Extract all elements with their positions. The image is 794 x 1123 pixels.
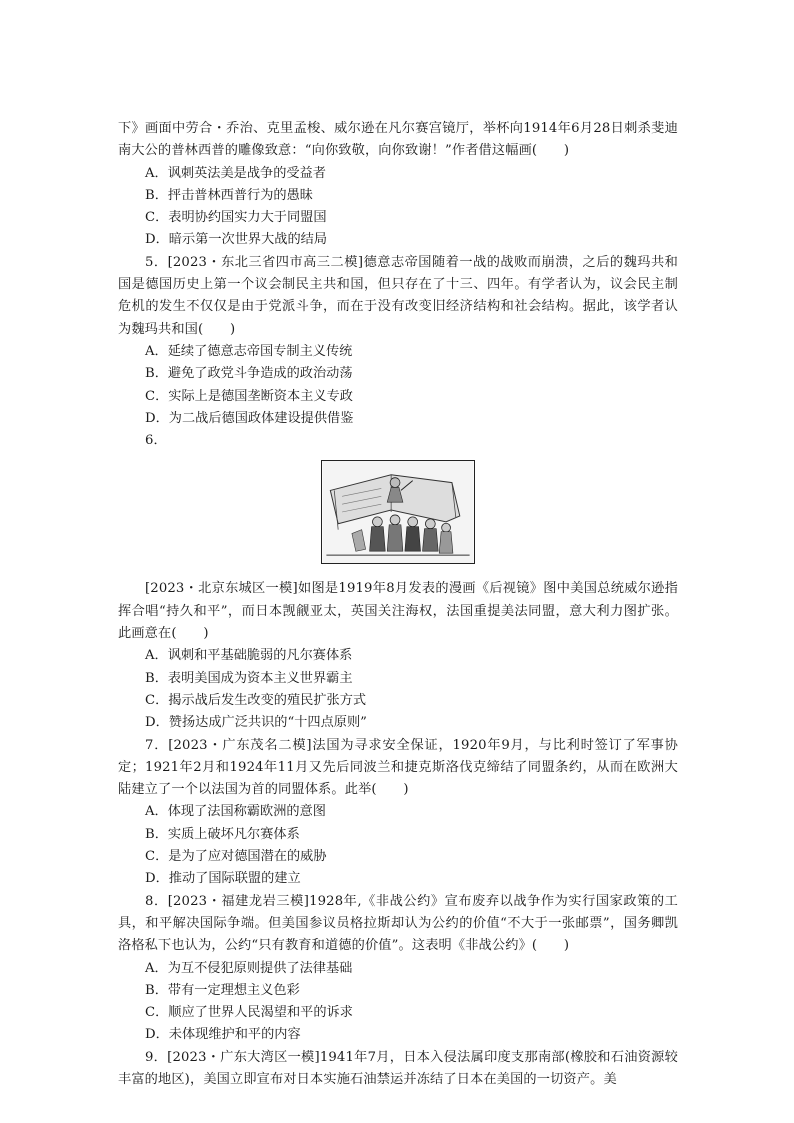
question-7-option-b: B．实质上破坏凡尔赛体系	[145, 826, 300, 842]
question-6-number: 6．	[145, 433, 167, 449]
question-8-option-d: D．未体现维护和平的内容	[145, 1027, 301, 1043]
question-5-option-c: C．实际上是德国垄断资本主义专政	[145, 388, 353, 404]
question-4-stem-tail: 下》画面中劳合・乔治、克里孟梭、威尔逊在凡尔赛宫镜厅，举杯向1914年6月28日刺杀斐迪南大公的普林西普的雕像致意：“向你致敬，向你致谢！”作者借这幅画( )	[118, 121, 678, 159]
question-4-option-d: D．暗示第一次世界大战的结局	[145, 232, 328, 248]
question-7-stem: 7．[2023・广东茂名二模]法国为寻求安全保证，1920年9月，与比利时签订了军事协定；1921年2月和1924年11月又先后同波兰和捷克斯洛伐克缔结了同盟条约，从而在欧洲大陆建立了一个以法国为首的同盟体系。此举( )	[118, 737, 678, 798]
question-4-option-a: A．讽刺英法美是战争的受益者	[145, 165, 326, 181]
question-6-option-d: D．赞扬达成广泛共识的“十四点原则”	[145, 715, 367, 731]
question-7-option-d: D．推动了国际联盟的建立	[145, 871, 301, 887]
question-9-stem: 9．[2023・广东大湾区一模]1941年7月，日本入侵法属印度支那南部(橡胶和石油资源较丰富的地区)，美国立即宣布对日本实施石油禁运并冻结了日本在美国的一切资产。美	[118, 1049, 678, 1087]
question-6-option-a: A．讽刺和平基础脆弱的凡尔赛体系	[145, 648, 353, 664]
question-5-option-a: A．延续了德意志帝国专制主义传统	[145, 343, 353, 359]
question-4-option-c: C．表明协约国实力大于同盟国	[145, 210, 327, 226]
question-6-option-b: B．表明美国成为资本主义世界霸主	[145, 670, 353, 686]
question-8-stem: 8．[2023・福建龙岩三模]1928年,《非战公约》宣布废弃以战争作为实行国家政策的工具，和平解决国际争端。但美国参议员格拉斯却认为公约的价值“不大于一张邮票”，国务卿凯洛格私下也认为，公约“只有教育和道德的价值”。这表明《非战公约》( )	[118, 893, 678, 954]
question-6-option-c: C．揭示战后发生改变的殖民扩张方式	[145, 692, 367, 708]
question-4-option-b: B．抨击普林西普行为的愚昧	[145, 187, 313, 203]
cartoon-image	[321, 460, 475, 564]
question-5-option-b: B．避免了政党斗争造成的政治动荡	[145, 366, 353, 382]
question-8-option-a: A．为互不侵犯原则提供了法律基础	[145, 960, 353, 976]
question-7-option-c: C．是为了应对德国潜在的威胁	[145, 849, 327, 865]
question-8-option-c: C．顺应了世界人民渴望和平的诉求	[145, 1005, 353, 1021]
figure-container	[118, 460, 678, 564]
question-7-option-a: A．体现了法国称霸欧洲的意图	[145, 804, 326, 820]
question-8-option-b: B．带有一定理想主义色彩	[145, 982, 300, 998]
question-5-option-d: D．为二战后德国政体建设提供借鉴	[145, 410, 354, 426]
question-6-stem: [2023・北京东城区一模]如图是1919年8月发表的漫画《后视镜》图中美国总统威尔逊指挥合唱“持久和平”，而日本觊觎亚太，英国关注海权，法国重提美法同盟，意大利力图扩张。此画意在( )	[118, 581, 678, 642]
page-content	[118, 118, 678, 1091]
question-5-stem: 5．[2023・东北三省四市高三二模]德意志帝国随着一战的战败而崩溃，之后的魏玛共和国是德国历史上第一个议会制民主共和国，但只存在了十三、四年。有学者认为，议会民主制危机的发生不仅仅是由于党派斗争，而在于没有改变旧经济结构和社会结构。据此，该学者认为魏玛共和国( )	[118, 254, 678, 337]
